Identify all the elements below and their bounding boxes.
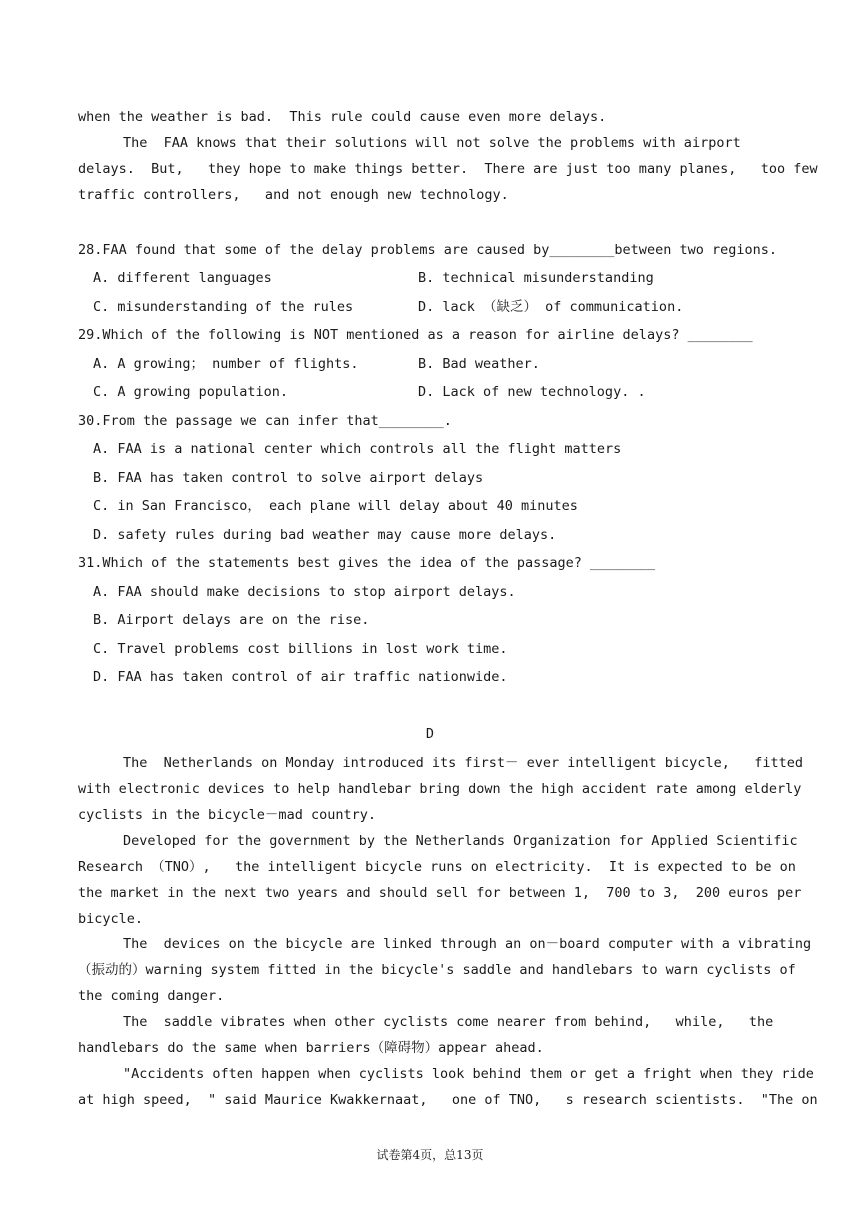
section-d-line: bicycle. (78, 911, 144, 927)
question-28-option-c: C. misunderstanding of the rules (93, 299, 354, 315)
question-31-option-d: D. FAA has taken control of air traffic nationwide. (93, 669, 508, 685)
question-29-option-a: A. A growing； number of flights. (93, 356, 359, 372)
section-d-line: （振动的）warning system fitted in the bicycle's saddle and handlebars to warn cyclists of (78, 962, 796, 978)
question-31-option-c: C. Travel problems cost billions in lost work time. (93, 641, 508, 657)
section-d-line: Developed for the government by the Netherlands Organization for Applied Scientific (123, 833, 798, 849)
question-28-option-b: B. technical misunderstanding (418, 270, 654, 286)
question-29-stem: 29.Which of the following is NOT mentioned as a reason for airline delays? ________ (78, 327, 753, 343)
section-d-line: cyclists in the bicycle－mad country. (78, 807, 376, 823)
question-30-stem: 30.From the passage we can infer that________. (78, 413, 452, 429)
section-d-line: The devices on the bicycle are linked through an on－board computer with a vibrating (123, 936, 812, 952)
section-d-line: The saddle vibrates when other cyclists come nearer from behind, while, the (123, 1014, 774, 1030)
section-d-line: Research （TNO）, the intelligent bicycle runs on electricity. It is expected to be on (78, 859, 796, 875)
question-30-option-b: B. FAA has taken control to solve airport delays (93, 470, 484, 486)
section-d-line: the market in the next two years and should sell for between 1, 700 to 3, 200 euros per (78, 885, 802, 901)
section-d-line: The Netherlands on Monday introduced its first－ ever intelligent bicycle, fitted (123, 755, 803, 771)
page-footer: 试卷第4页，总13页 (376, 1148, 484, 1162)
passage-c-paragraph-line: delays. But, they hope to make things better. There are just too many planes, too few (78, 161, 818, 177)
section-d-line: with electronic devices to help handlebar bring down the high accident rate among elderly (78, 781, 802, 797)
section-d-heading: D (425, 726, 435, 742)
section-d-line: the coming danger. (78, 988, 225, 1004)
section-d-line: "Accidents often happen when cyclists look behind them or get a fright when they ride (123, 1066, 814, 1082)
passage-c-paragraph-line: traffic controllers, and not enough new technology. (78, 187, 509, 203)
question-30-option-c: C. in San Francisco， each plane will delay about 40 minutes (93, 498, 578, 514)
section-d-line: at high speed, " said Maurice Kwakkernaat, one of TNO, s research scientists. "The on (78, 1092, 818, 1108)
question-28-stem: 28.FAA found that some of the delay problems are caused by________between two regions. (78, 242, 777, 258)
question-29-option-b: B. Bad weather. (418, 356, 540, 372)
question-30-option-d: D. safety rules during bad weather may cause more delays. (93, 527, 557, 543)
question-28-option-a: A. different languages (93, 270, 272, 286)
question-29-option-c: C. A growing population. (93, 384, 289, 400)
question-31-stem: 31.Which of the statements best gives the idea of the passage? ________ (78, 555, 656, 571)
passage-c-paragraph-line: when the weather is bad. This rule could cause even more delays. (78, 109, 607, 125)
question-29-option-d: D. Lack of new technology. . (418, 384, 646, 400)
passage-c-paragraph-line: The FAA knows that their solutions will not solve the problems with airport (123, 135, 741, 151)
section-d-line: handlebars do the same when barriers（障碍物）appear ahead. (78, 1040, 544, 1056)
question-31-option-a: A. FAA should make decisions to stop airport delays. (93, 584, 516, 600)
question-28-option-d: D. lack （缺乏） of communication. (418, 299, 684, 315)
question-30-option-a: A. FAA is a national center which controls all the flight matters (93, 441, 622, 457)
question-31-option-b: B. Airport delays are on the rise. (93, 612, 370, 628)
